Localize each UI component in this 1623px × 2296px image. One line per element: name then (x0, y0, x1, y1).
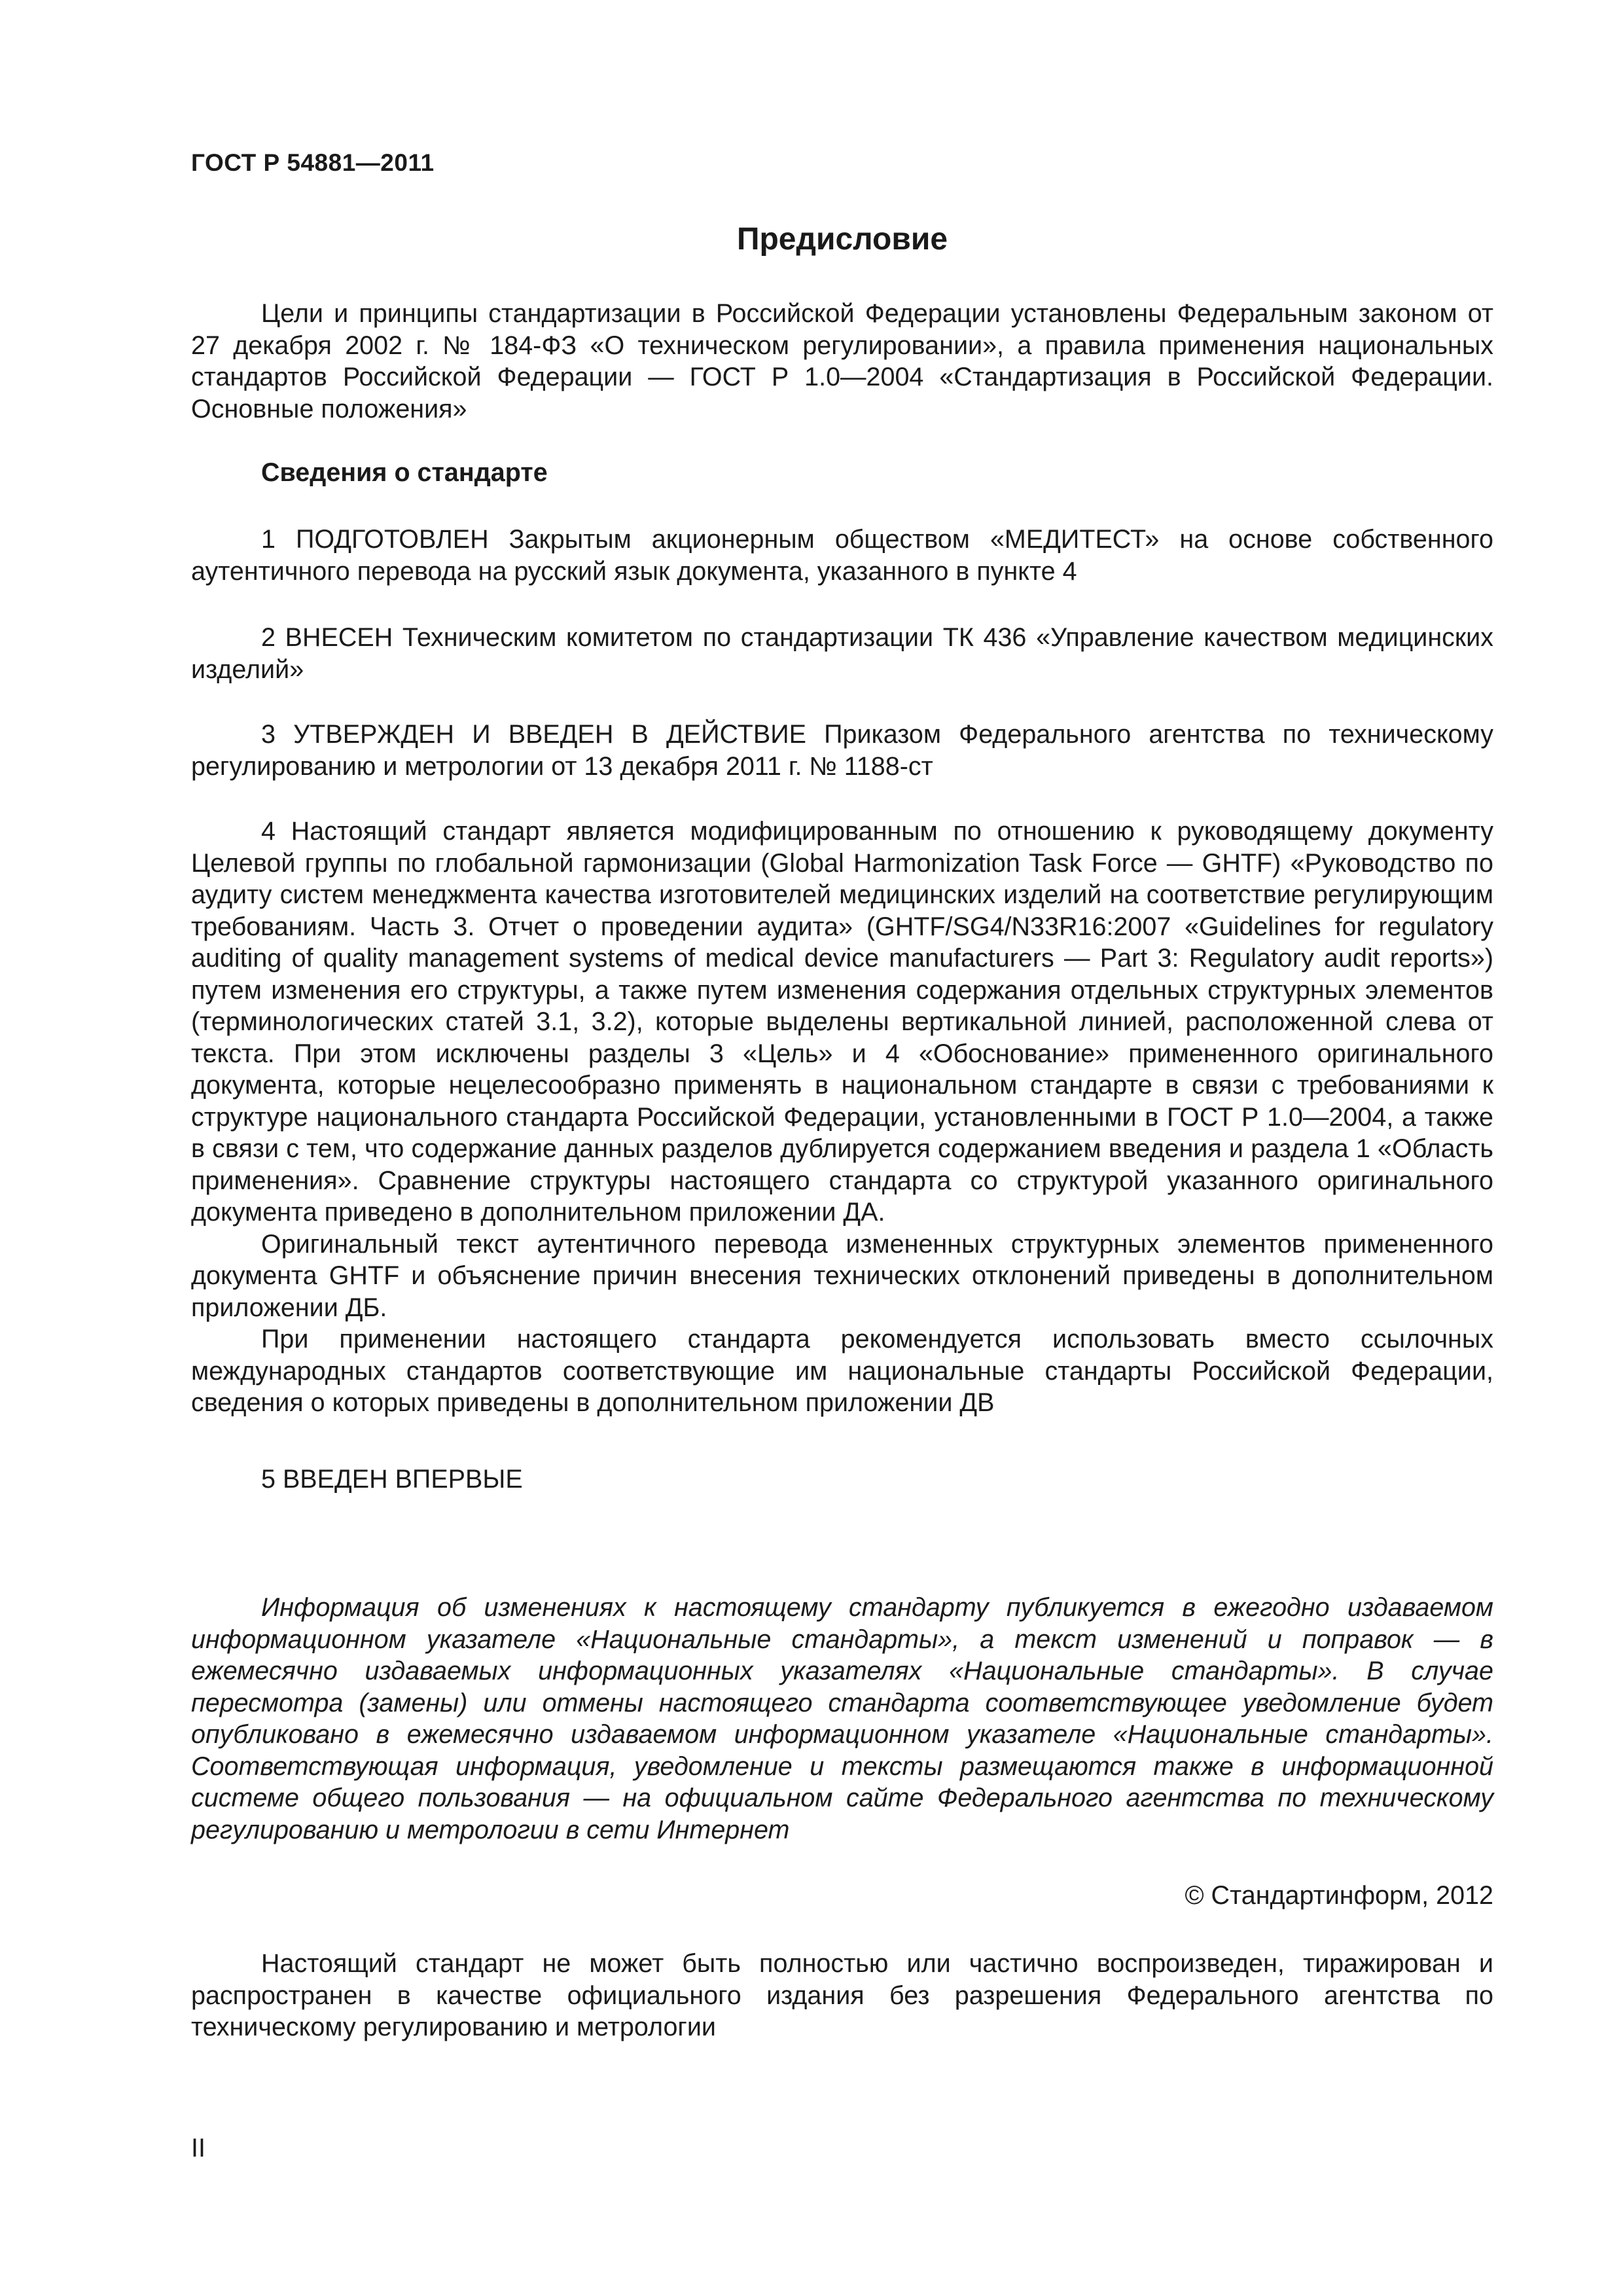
item-5-block (191, 1463, 1493, 1496)
intro-block (191, 298, 1493, 425)
item-4-paragraph-1: 4 Настоящий стандарт является модифицированным по отношению к руководящему документу Целевой группы по глобальной гармонизации (Global Harmonization Task Force — GHTF) «Руководство по аудиту систем менеджмента качества изготовителей медицинских изделий на соответствие регулирующим требованиям. Часть 3. Отчет о проведении аудита» (GHTF/SG4/N33R16:2007 «Guidelines for regulatory auditing of quality management systems of medical device manufacturers — Part 3: Regulatory audit reports») путем изменения его структуры, а также путем изменения содержания отдельных структурных элементов (терминологических статей 3.1, 3.2), которые выделены вертикальной линией, расположенной слева от текста. При этом исключены разделы 3 «Цель» и 4 «Обоснование» примененного оригинального документа, которые нецелесообразно применять в национальном стандарте в связи с требованиями к структуре национального стандарта Российской Федерации, установленными в ГОСТ Р 1.0—2004, а также в связи с тем, что содержание данных разделов дублируется содержанием введения и раздела 1 «Область применения». Сравнение структуры настоящего стандарта со структурой указанного оригинального документа приведено в дополнительном приложении ДА. (191, 817, 1493, 1227)
page-number: II (191, 2134, 205, 2162)
item-4-paragraph-2: Оригинальный текст аутентичного перевода измененных структурных элементов примененного документа GHTF и объяснение причин внесения технических отклонений приведены в дополнительном приложении ДБ. (191, 1229, 1493, 1322)
item-3: 3 УТВЕРЖДЕН И ВВЕДЕН В ДЕЙСТВИЕ Приказом Федерального агентства по техническому регулированию и метрологии от 13 декабря 2011 г. № 1188-ст (191, 720, 1493, 781)
reproduction-block (191, 1948, 1493, 2043)
item-1: 1 ПОДГОТОВЛЕН Закрытым акционерным обществом «МЕДИТЕСТ» на основе собственного аутентичного перевода на русский язык документа, указанного в пункте 4 (191, 525, 1493, 586)
section-heading: Сведения о стандарте (261, 458, 548, 487)
item-2-block (191, 622, 1493, 685)
copyright: © Стандартинформ, 2012 (1185, 1881, 1493, 1910)
notice-block (191, 1592, 1493, 1846)
document-code: ГОСТ Р 54881—2011 (191, 149, 435, 176)
item-4-paragraph-3: При применении настоящего стандарта рекомендуется использовать вместо ссылочных международных стандартов соответствующие им национальные стандарты Российской Федерации, сведения о которых приведены в дополнительном приложении ДВ (191, 1325, 1493, 1417)
reproduction-paragraph: Настоящий стандарт не может быть полностью или частично воспроизведен, тиражирован и распространен в качестве официального издания без разрешения Федерального агентства по техническому регулированию и метрологии (191, 1949, 1493, 2041)
item-1-block (191, 524, 1493, 587)
item-5: 5 ВВЕДЕН ВПЕРВЫЕ (261, 1465, 523, 1494)
page-title: Предисловие (736, 222, 948, 257)
notice-paragraph: Информация об изменениях к настоящему стандарту публикуется в ежегодно издаваемом информационном указателе «Национальные стандарты», а текст изменений и поправок — в ежемесячно издаваемых информационных указателях «Национальные стандарты». В случае пересмотра (замены) или отмены настоящего стандарта соответствующее уведомление будет опубликовано в ежемесячно издаваемом информационном указателе «Национальные стандарты». Соответствующая информация, уведомление и тексты размещаются также в информационной системе общего пользования — на официальном сайте Федерального агентства по техническому регулированию и метрологии в сети Интернет (191, 1593, 1493, 1844)
section-heading-block (191, 458, 1493, 488)
item-2: 2 ВНЕСЕН Техническим комитетом по стандартизации ТК 436 «Управление качеством медицинских изделий» (191, 623, 1493, 684)
intro-paragraph: Цели и принципы стандартизации в Российской Федерации установлены Федеральным законом от 27 декабря 2002 г. № 184-ФЗ «О техническом регулировании», а правила применения национальных стандартов Российской Федерации — ГОСТ Р 1.0—2004 «Стандартизация в Российской Федерации. Основные положения» (191, 299, 1493, 423)
item-4-block (191, 816, 1493, 1419)
item-3-block (191, 719, 1493, 782)
